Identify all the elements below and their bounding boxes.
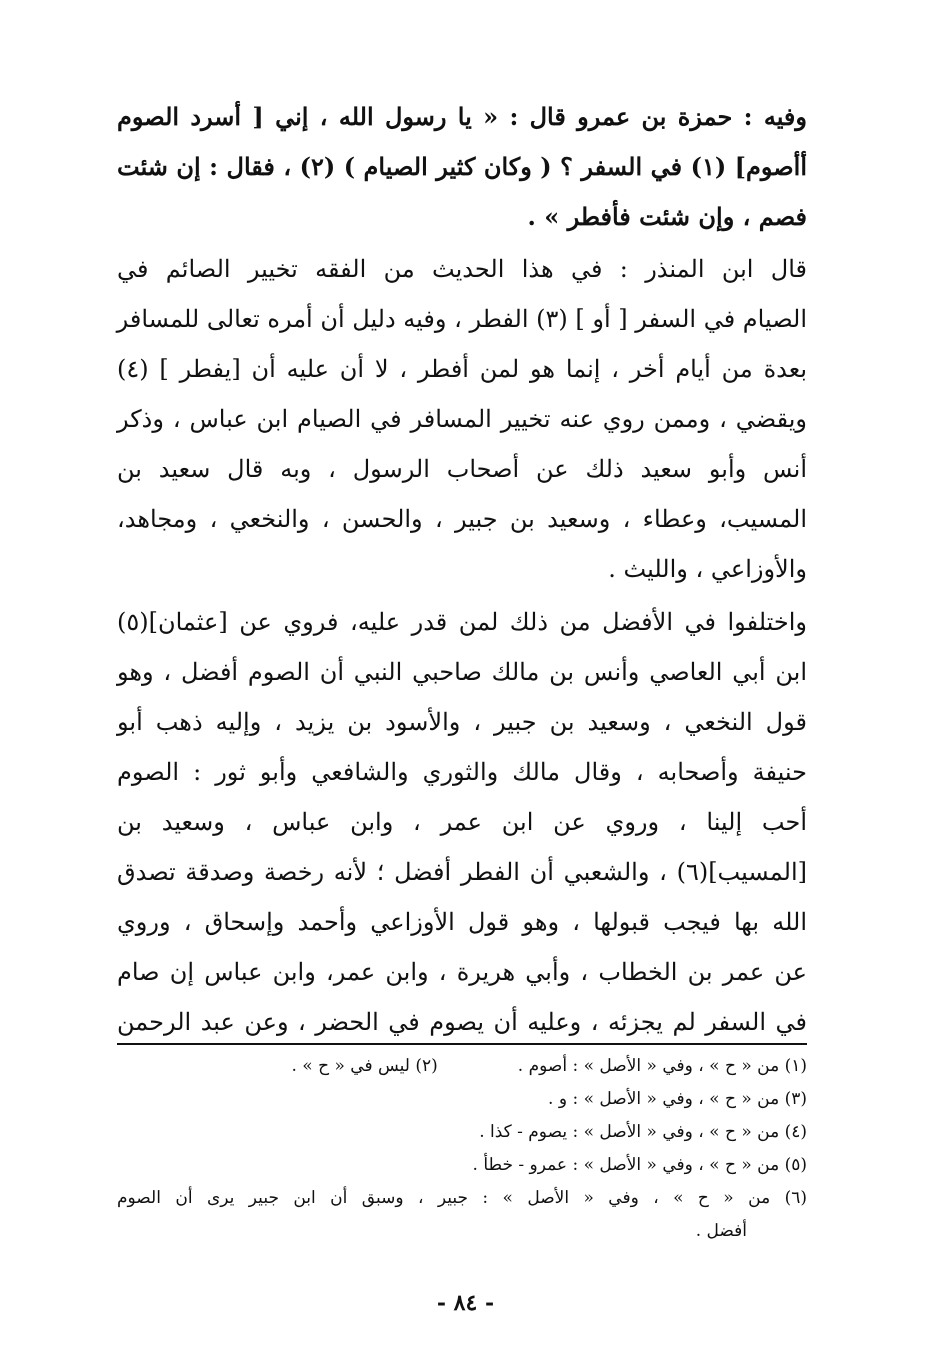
footnote-4: (٤) من « ح » ، وفي « الأصل » : يصوم - كذا . [479,1122,807,1142]
text-line: حنيفة وأصحابه ، وقال مالك والثوري والشافعي وأبو ثور : الصوم [117,758,807,786]
text-line: قول النخعي ، وسعيد بن جبير ، والأسود بن يزيد ، وإليه ذهب أبو [117,708,807,736]
footnote-row [117,1116,807,1149]
page-number: - ٨٤ - [436,1290,495,1316]
footnote-row [117,1149,807,1182]
text-line: فصم ، وإن شئت فأفطر » . [527,202,807,231]
text-line: أأصوم] (١) في السفر ؟ ( وكان كثير الصيام ) (٢) ، فقال : إن شئت [117,152,808,181]
text-line: المسيب، وعطاء ، وسعيد بن جبير ، والحسن ، والنخعي ، ومجاهد، [117,505,807,533]
footnote-divider [117,1043,807,1045]
footnote-2: (٢) ليس في « ح » . [291,1056,438,1076]
text-line: الله بها فيجب قبولها ، وهو قول الأوزاعي وأحمد وإسحاق ، وروي [117,908,807,936]
footnote-row [117,1050,807,1083]
footnote-3: (٣) من « ح » ، وفي « الأصل » : و . [548,1089,807,1109]
text-line: أحب إلينا ، وروي عن ابن عمر ، وابن عباس ، وسعيد بن [117,808,807,836]
footnote-1: (١) من « ح » ، وفي « الأصل » : أصوم . [517,1056,807,1076]
footnote-6-continuation [117,1215,807,1248]
text-line: بعدة من أيام أخر ، إنما هو لمن أفطر ، لا أن عليه أن [يفطر ] (٤) [117,355,807,383]
footnotes [117,1050,807,1248]
footnote-6-cont-text: أفضل . [695,1221,747,1241]
text-line: ابن أبي العاصي وأنس بن مالك صاحبي النبي أن الصوم أفضل ، وهو [117,658,807,686]
text-line: أنس وأبو سعيد ذلك عن أصحاب الرسول ، وبه قال سعيد بن [117,455,807,483]
text-line: الصيام في السفر [ أو ] (٣) الفطر ، وفيه دليل أن أمره تعالى للمسافر [116,305,807,333]
footnote-row [117,1083,807,1116]
text-line: واختلفوا في الأفضل من ذلك لمن قدر عليه، فروي عن [عثمان](٥) [117,608,807,636]
paragraph-hadith-hamza [117,92,807,242]
text-line: في السفر لم يجزئه ، وعليه أن يصوم في الحضر ، وعن عبد الرحمن [117,1008,808,1036]
paragraph-ibn-al-mundhir [117,244,807,594]
paragraph-disagreement [117,597,807,1047]
footnote-6: (٦) من « ح » ، وفي « الأصل » : جبير ، وسبق أن ابن جبير يرى أن الصوم [117,1188,807,1208]
text-line: والأوزاعي ، والليث . [608,555,807,583]
text-line: عن عمر بن الخطاب ، وأبي هريرة ، وابن عمر، وابن عباس إن صام [117,958,807,986]
text-line: قال ابن المنذر : في هذا الحديث من الفقه تخيير الصائم في [117,255,807,283]
text-line: وفيه : حمزة بن عمرو قال : « يا رسول الله ، إني [ أسرد الصوم [117,102,807,131]
footnote-5: (٥) من « ح » ، وفي « الأصل » : عمرو - خطأ . [472,1155,807,1175]
text-line: [المسيب](٦) ، والشعبي أن الفطر أفضل ؛ لأنه رخصة وصدقة تصدق [117,858,807,886]
text-line: ويقضي ، وممن روي عنه تخيير المسافر في الصيام ابن عباس ، وذكر [117,405,807,433]
